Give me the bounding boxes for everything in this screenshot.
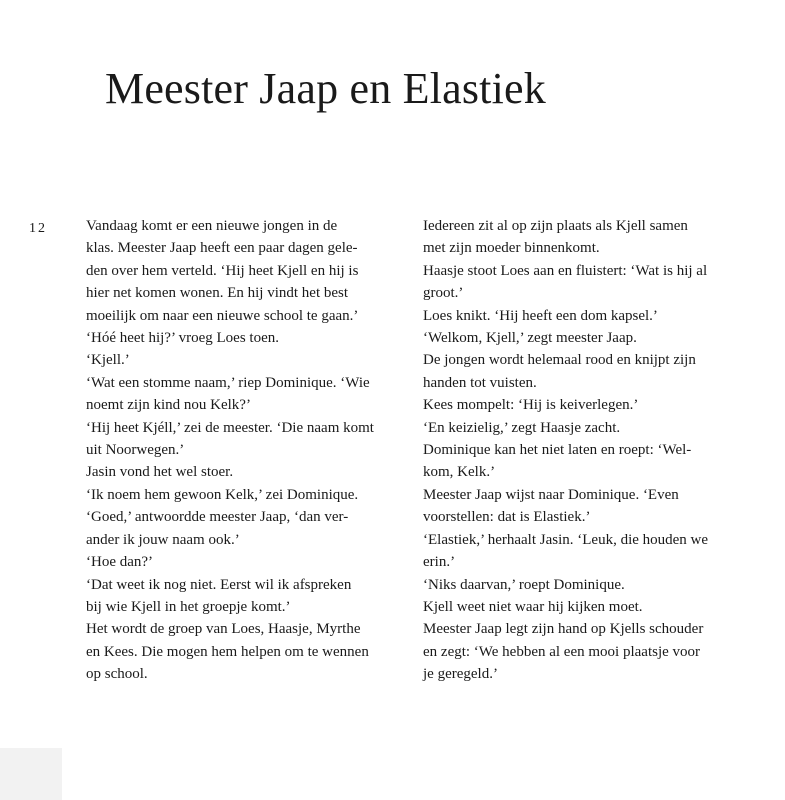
page-corner-shade <box>0 748 62 800</box>
text-line: Kjell weet niet waar hij kijken moet. <box>423 598 643 615</box>
text-line: Het wordt de groep van Loes, Haasje, Myrthe <box>86 621 361 638</box>
text-line: Kees mompelt: ‘Hij is keiverlegen.’ <box>423 397 639 414</box>
text-line: ‘Hoe dan?’ <box>86 554 154 571</box>
text-line: ‘Hóé heet hij?’ vroeg Loes toen. <box>86 330 279 347</box>
text-line: en zegt: ‘We hebben al een mooi plaatsje voor <box>423 643 701 660</box>
text-line: je geregeld.’ <box>423 666 498 683</box>
text-line: met zijn moeder binnenkomt. <box>423 240 600 257</box>
text-line: ander ik jouw naam ook.’ <box>86 531 240 548</box>
text-line: ‘En keizielig,’ zegt Haasje zacht. <box>423 419 621 436</box>
text-line: Loes knikt. ‘Hij heeft een dom kapsel.’ <box>423 307 658 324</box>
left-text-column <box>86 215 406 686</box>
text-line: groot.’ <box>423 285 464 302</box>
text-line: ‘Niks daarvan,’ roept Dominique. <box>423 576 625 593</box>
text-line: Meester Jaap wijst naar Dominique. ‘Even <box>423 486 679 503</box>
text-line: Jasin vond het wel stoer. <box>86 464 234 481</box>
text-line: Haasje stoot Loes aan en fluistert: ‘Wat is hij al <box>423 262 708 279</box>
text-line: en Kees. Die mogen hem helpen om te wennen <box>86 643 369 660</box>
text-line: hier net komen wonen. En hij vindt het best <box>86 285 349 302</box>
text-line: Vandaag komt er een nieuwe jongen in de <box>86 218 338 234</box>
text-line: uit Noorwegen.’ <box>86 442 185 459</box>
text-line: klas. Meester Jaap heeft een paar dagen gele- <box>86 240 358 257</box>
text-line: handen tot vuisten. <box>423 374 537 391</box>
text-line: voorstellen: dat is Elastiek.’ <box>423 509 591 526</box>
text-line: ‘Elastiek,’ herhaalt Jasin. ‘Leuk, die houden we <box>423 531 709 548</box>
text-line: noemt zijn kind nou Kelk?’ <box>86 397 251 414</box>
text-line: ‘Ik noem hem gewoon Kelk,’ zei Dominique. <box>86 486 359 503</box>
text-line: ‘Goed,’ antwoordde meester Jaap, ‘dan ver- <box>86 509 349 526</box>
text-line: ‘Wat een stomme naam,’ riep Dominique. ‘Wie <box>86 374 370 391</box>
right-text-column <box>423 215 758 686</box>
text-line: ‘Dat weet ik nog niet. Eerst wil ik afspreken <box>86 576 352 593</box>
text-line: bij wie Kjell in het groepje komt.’ <box>86 598 291 615</box>
text-line: op school. <box>86 666 148 683</box>
page-number: 12 <box>29 221 47 236</box>
text-line: ‘Kjell.’ <box>86 352 130 369</box>
text-line: Meester Jaap legt zijn hand op Kjells schouder <box>423 621 704 638</box>
text-line: De jongen wordt helemaal rood en knijpt zijn <box>423 352 696 369</box>
text-line: moeilijk om naar een nieuwe school te gaan.’ <box>86 307 359 324</box>
text-line: ‘Welkom, Kjell,’ zegt meester Jaap. <box>423 330 637 347</box>
text-line: ‘Hij heet Kjéll,’ zei de meester. ‘Die naam komt <box>86 419 374 436</box>
text-line: kom, Kelk.’ <box>423 464 496 481</box>
text-line: Iedereen zit al op zijn plaats als Kjell samen <box>423 218 688 234</box>
text-line: Dominique kan het niet laten en roept: ‘Wel- <box>423 442 692 459</box>
text-line: den over hem verteld. ‘Hij heet Kjell en hij is <box>86 262 359 279</box>
page-title: Meester Jaap en Elastiek <box>105 64 546 113</box>
text-line: erin.’ <box>423 554 456 571</box>
